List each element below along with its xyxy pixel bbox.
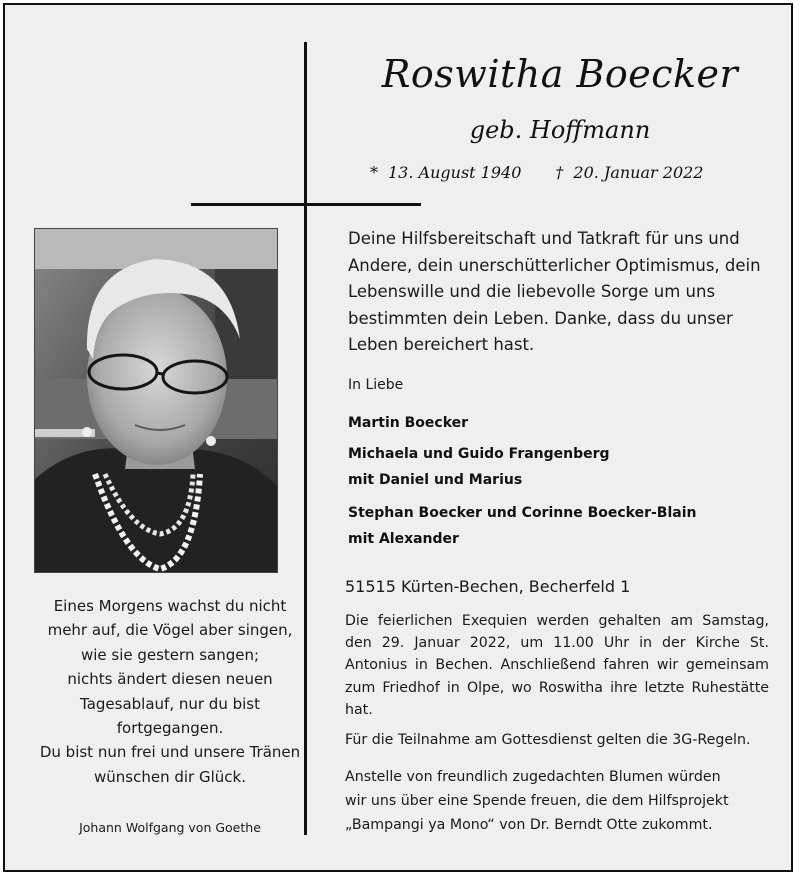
tribute-line: Lebenswille und die liebevolle Sorge um uns <box>348 282 716 302</box>
poem-line: fortgegangen. <box>116 719 224 738</box>
death-date: 20. Januar 2022 <box>573 163 704 182</box>
maiden-name: geb. Hoffmann <box>469 116 651 144</box>
donation-line: wir uns über eine Spende freuen, die dem Hilfsprojekt <box>345 793 729 809</box>
donation-line: Anstelle von freundlich zugedachten Blumen würden <box>345 769 721 785</box>
tribute-line: Leben bereichert hast. <box>348 335 535 355</box>
family-member <box>348 441 610 493</box>
donation-notice <box>345 765 769 837</box>
tribute-line: bestimmten dein Leben. Danke, dass du unser <box>348 308 733 328</box>
family-line: mit Daniel und Marius <box>348 472 523 488</box>
poem-author: Johann Wolfgang von Goethe <box>79 820 261 835</box>
poem-line: wünschen dir Glück. <box>94 767 246 786</box>
poem-line: wie sie gestern sangen; <box>80 645 260 664</box>
family-member <box>348 500 696 552</box>
family-line: mit Alexander <box>348 531 459 547</box>
birth-date: 13. August 1940 <box>388 163 522 182</box>
tribute-line: Deine Hilfsbereitschaft und Tatkraft für uns und <box>348 229 740 248</box>
attendance-rules: Für die Teilnahme am Gottesdienst gelten die 3G-Regeln. <box>345 732 751 748</box>
family-member <box>348 410 468 436</box>
family-line: Stephan Boecker und Corinne Boecker-Blain <box>348 505 697 521</box>
family-line: Michaela und Guido Frangenberg <box>348 446 610 462</box>
poem <box>20 594 320 789</box>
poem-line: nichts ändert diesen neuen <box>67 670 273 689</box>
address: 51515 Kürten-Bechen, Becherfeld 1 <box>345 577 631 596</box>
tribute-line: Andere, dein unerschütterlicher Optimismus, dein <box>348 255 761 275</box>
deceased-name: Roswitha Boecker <box>381 52 739 96</box>
poem-line: Tagesablauf, nur du bist <box>80 694 260 713</box>
in-love-label: In Liebe <box>348 377 404 393</box>
funeral-info: Die feierlichen Exequien werden gehalten am Samstag, den 29. Januar 2022, um 11.00 Uhr in der Kirche St. Antonius in Bechen. Anschließend fahren wir gemeinsam zum Friedhof in Olpe, wo Roswitha ihre letzte Ruhestätte hat. <box>345 613 769 718</box>
death-dagger-icon: † <box>555 163 564 182</box>
portrait-photo <box>34 228 278 573</box>
poem-line: Eines Morgens wachst du nicht <box>53 597 287 615</box>
poem-line: mehr auf, die Vögel aber singen, <box>47 621 293 640</box>
tribute-text <box>348 226 788 359</box>
family-line: Martin Boecker <box>348 415 469 431</box>
donation-line: „Bampangi ya Mono“ von Dr. Berndt Otte zukommt. <box>345 817 713 833</box>
poem-line: Du bist nun frei und unsere Tränen <box>39 743 301 762</box>
life-dates <box>370 163 703 182</box>
birth-star-icon: * <box>370 163 378 182</box>
cross-icon-horizontal <box>191 203 421 206</box>
